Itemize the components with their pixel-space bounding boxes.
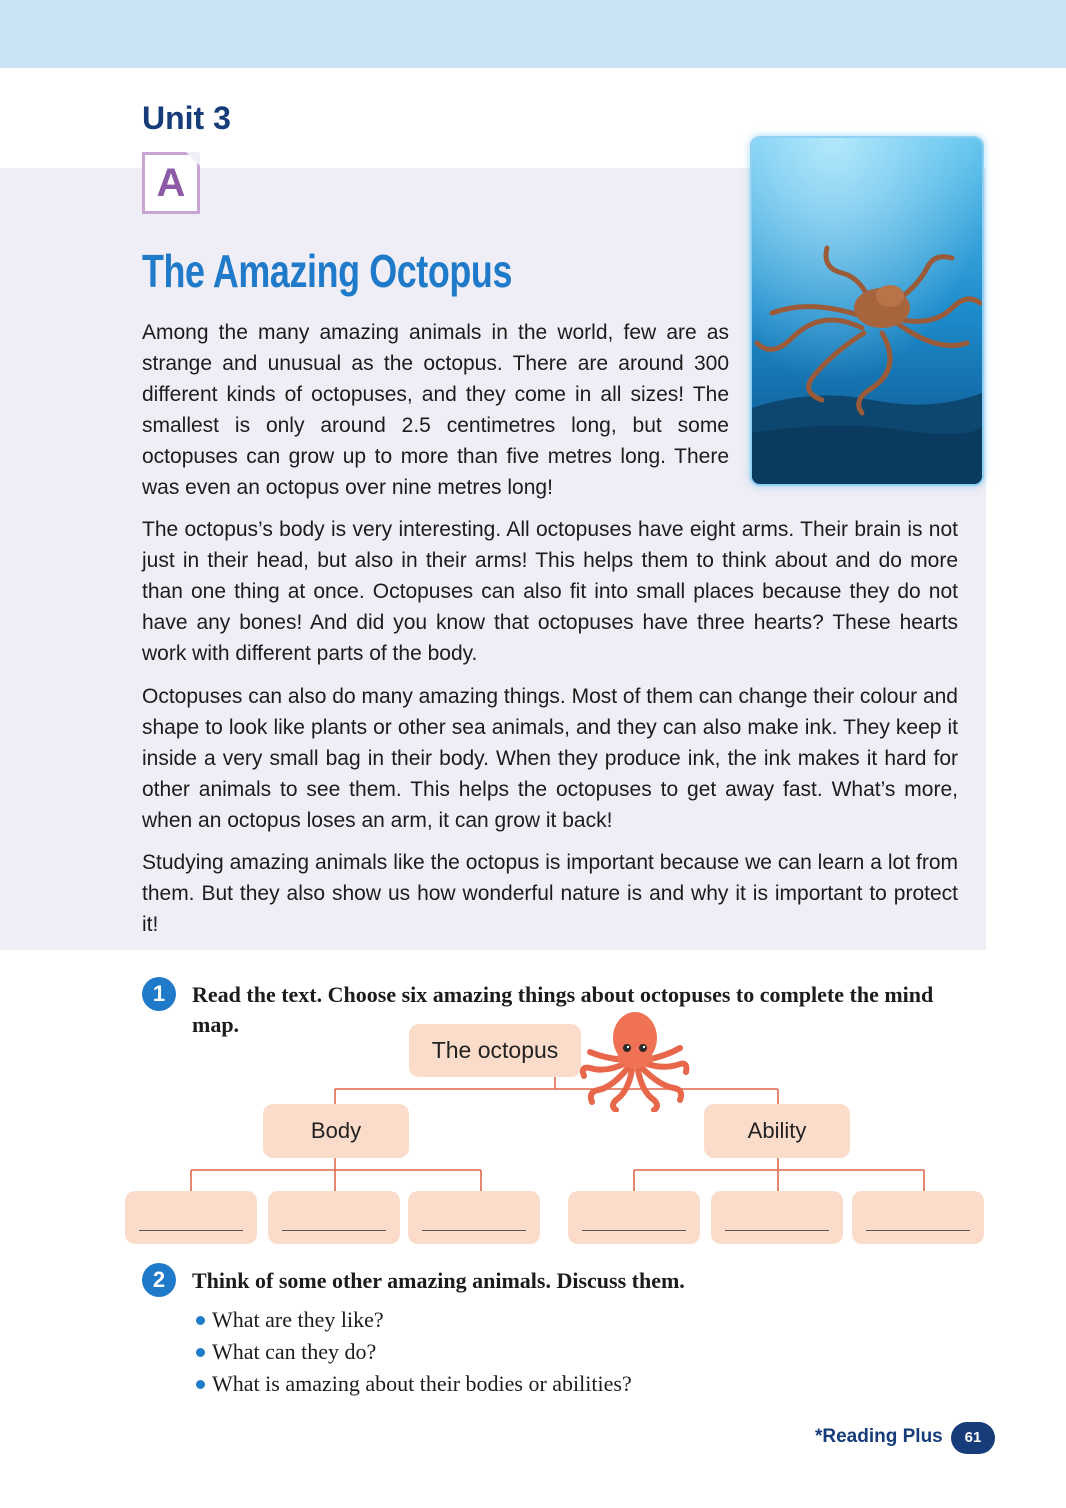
answer-line [582,1230,686,1231]
exercise-1-number: 1 [142,977,176,1011]
unit-title: Unit 3 [142,100,231,136]
mind-map-blank-ability-1[interactable] [568,1191,700,1244]
answer-line [139,1230,243,1231]
footer-section-label: *Reading Plus [815,1426,943,1447]
exercise-1-instruction: Read the text. Choose six amazing things about octopuses to complete the mind map. [192,982,934,1037]
page-number: 61 [951,1422,995,1454]
answer-line [422,1230,526,1231]
discussion-question: What can they do? [194,1336,632,1368]
mind-map-blank-ability-2[interactable] [711,1191,843,1244]
paragraph-2: The octopus’s body is very interesting. All octopuses have eight arms. Their brain is not just in their head, but also in their arms! This helps them to think about and do more than one thing at once. Octopuses can also fit into small places because they do not have any bones! And did you know that octopuses have three hearts? These hearts work with different parts of the body. [142,518,958,665]
answer-line [725,1230,829,1231]
section-badge-letter: A [156,161,186,205]
discussion-question: What are they like? [194,1304,632,1336]
mind-map-blank-body-3[interactable] [408,1191,540,1244]
mind-map-root: The octopus [409,1024,581,1077]
paragraph-4: Studying amazing animals like the octopus is important because we can learn a lot from them. But they also show us how wonderful nature is and why it is important to protect it! [142,851,958,936]
mind-map-blank-body-1[interactable] [125,1191,257,1244]
paragraph-1: Among the many amazing animals in the world, few are as strange and unusual as the octopus. There are around 300 different kinds of octopuses, and they come in all sizes! The smallest is only around 2.5 centimetres long, but some octopuses can grow up to more than five metres long. There was even an octopus over nine metres long! [142,321,729,499]
paragraph-3: Octopuses can also do many amazing things. Most of them can change their colour and shape to look like plants or other sea animals, and they can also make ink. They keep it inside a very small bag in their body. When they produce ink, the ink makes it hard for other animals to see them. This helps the octopuses to get away fast. What’s more, when an octopus loses an arm, it can grow it back! [142,685,958,832]
answer-line [866,1230,970,1231]
exercise-2-instruction: Think of some other amazing animals. Discuss them. [192,1268,685,1293]
discussion-question: What is amazing about their bodies or abilities? [194,1368,632,1400]
mind-map-blank-ability-3[interactable] [852,1191,984,1244]
exercise-2-number: 2 [142,1263,176,1297]
mind-map-branch-body: Body [263,1104,409,1158]
mind-map-blank-body-2[interactable] [268,1191,400,1244]
answer-line [282,1230,386,1231]
discussion-questions [194,1304,632,1400]
page-title: The Amazing Octopus [142,245,513,297]
cartoon-octopus-icon [576,1008,690,1112]
mind-map-branch-ability: Ability [704,1104,850,1158]
